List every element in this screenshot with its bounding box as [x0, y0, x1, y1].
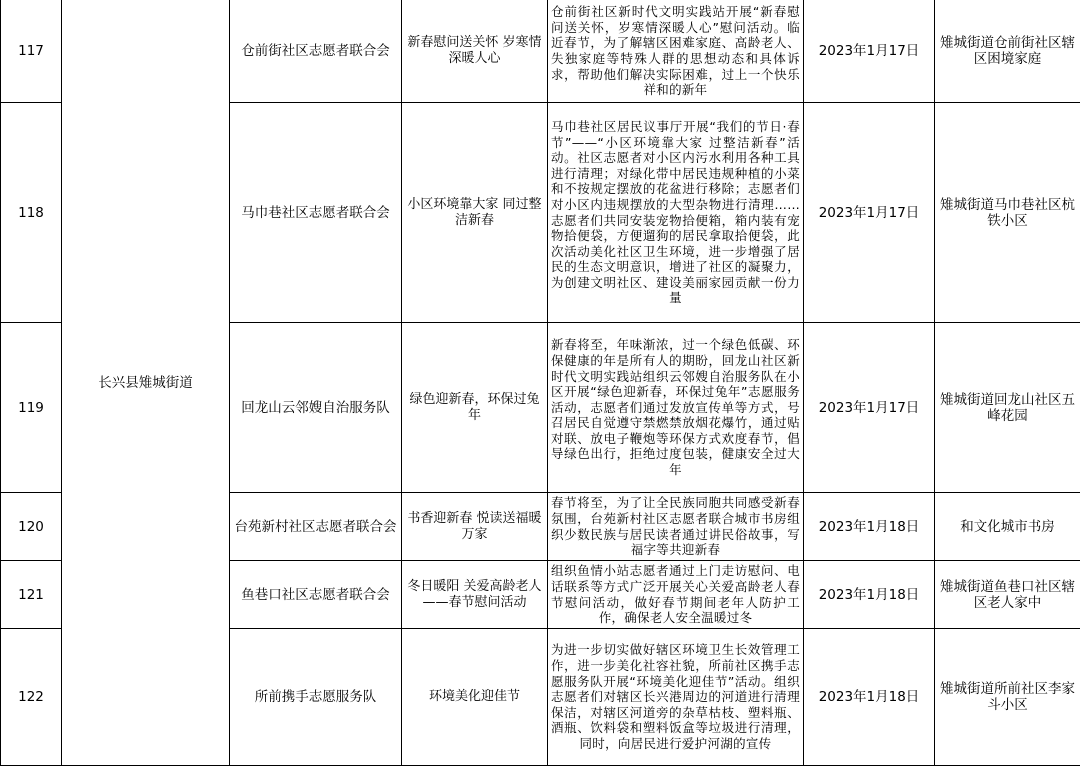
description-cell: 新春将至，年味渐浓，过一个绿色低碳、环保健康的年是所有人的期盼，回龙山社区新时代文明实践站组织云邻嫂自治服务队在小区开展“绿色迎新春，环保过兔年”志愿服务活动，志愿者们通过发放宣传单等方式，号召居民自觉遵守禁燃禁放烟花爆竹，通过贴对联、放电子鞭炮等环保方式欢度春节，倡导绿色出行，拒绝过度包装，健康安全过大年	[548, 323, 804, 493]
date-cell: 2023年1月17日	[804, 323, 935, 493]
location-cell: 雉城街道回龙山社区五峰花园	[935, 323, 1080, 493]
row-number: 118	[1, 103, 62, 323]
date-cell: 2023年1月18日	[804, 493, 935, 561]
date-cell: 2023年1月18日	[804, 561, 935, 629]
location-cell: 雉城街道鱼巷口社区辖区老人家中	[935, 561, 1080, 629]
activity-name-cell: 小区环境靠大家 同过整洁新春	[402, 103, 548, 323]
activity-name-cell: 新春慰问送关怀 岁寒情深暖人心	[402, 0, 548, 103]
location-cell: 和文化城市书房	[935, 493, 1080, 561]
row-number: 120	[1, 493, 62, 561]
organization-cell: 回龙山云邻嫂自治服务队	[230, 323, 402, 493]
date-cell: 2023年1月17日	[804, 103, 935, 323]
organization-cell: 所前携手志愿服务队	[230, 629, 402, 766]
description-cell: 马巾巷社区居民议事厅开展“我们的节日·春节”——“小区环境靠大家 过整洁新春”活动。社区志愿者对小区内污水利用各种工具进行清理；对绿化带中居民违规种植的小菜和不按规定摆放的花盆进行移除；志愿者们对小区内违规摆放的大型杂物进行清理……志愿者们共同安装宠物拾便箱，箱内装有宠物拾便袋，方便遛狗的居民拿取拾便袋，此次活动美化社区卫生环境，进一步增强了居民的生态文明意识，增进了社区的凝聚力，为创建文明社区、建设美丽家园贡献一份力量	[548, 103, 804, 323]
row-number: 122	[1, 629, 62, 766]
organization-cell: 鱼巷口社区志愿者联合会	[230, 561, 402, 629]
activity-name-cell: 绿色迎新春，环保过兔年	[402, 323, 548, 493]
location-cell: 雉城街道所前社区李家斗小区	[935, 629, 1080, 766]
row-number: 119	[1, 323, 62, 493]
activity-name-cell: 环境美化迎佳节	[402, 629, 548, 766]
description-cell: 组织鱼情小站志愿者通过上门走访慰问、电话联系等方式广泛开展关心关爱高龄老人春节慰问活动，做好春节期间老年人防护工作，确保老人安全温暖过冬	[548, 561, 804, 629]
location-cell: 雉城街道马巾巷社区杭铁小区	[935, 103, 1080, 323]
location-cell: 雉城街道仓前街社区辖区困境家庭	[935, 0, 1080, 103]
row-number: 121	[1, 561, 62, 629]
organization-cell: 仓前街社区志愿者联合会	[230, 0, 402, 103]
date-cell: 2023年1月17日	[804, 0, 935, 103]
activity-name-cell: 书香迎新春 悦读送福暖万家	[402, 493, 548, 561]
activity-name-cell: 冬日暖阳 关爱高龄老人——春节慰问活动	[402, 561, 548, 629]
description-cell: 春节将至，为了让全民族同胞共同感受新春氛围，台苑新村社区志愿者联合城市书房组织少数民族与居民读者通过讲民俗故事，写福字等共迎新春	[548, 493, 804, 561]
description-cell: 为进一步切实做好辖区环境卫生长效管理工作，进一步美化社容社貌，所前社区携手志愿服务队开展“环境美化迎佳节”活动。组织志愿者们对辖区长兴港周边的河道进行清理保洁，对辖区河道旁的杂草枯枝、塑料瓶、酒瓶、饮料袋和塑料饭盒等垃圾进行清理，同时，向居民进行爱护河湖的宣传	[548, 629, 804, 766]
row-number: 117	[1, 0, 62, 103]
description-cell: 仓前街社区新时代文明实践站开展“新春慰问送关怀，岁寒情深暖人心”慰问活动。临近春节，为了解辖区困难家庭、高龄老人、失独家庭等特殊人群的思想动态和具体诉求，帮助他们解决实际困难，过上一个快乐祥和的新年	[548, 0, 804, 103]
organization-cell: 马巾巷社区志愿者联合会	[230, 103, 402, 323]
date-cell: 2023年1月18日	[804, 629, 935, 766]
district-cell: 长兴县雉城街道	[62, 0, 230, 766]
organization-cell: 台苑新村社区志愿者联合会	[230, 493, 402, 561]
table-row	[1, 0, 1080, 103]
